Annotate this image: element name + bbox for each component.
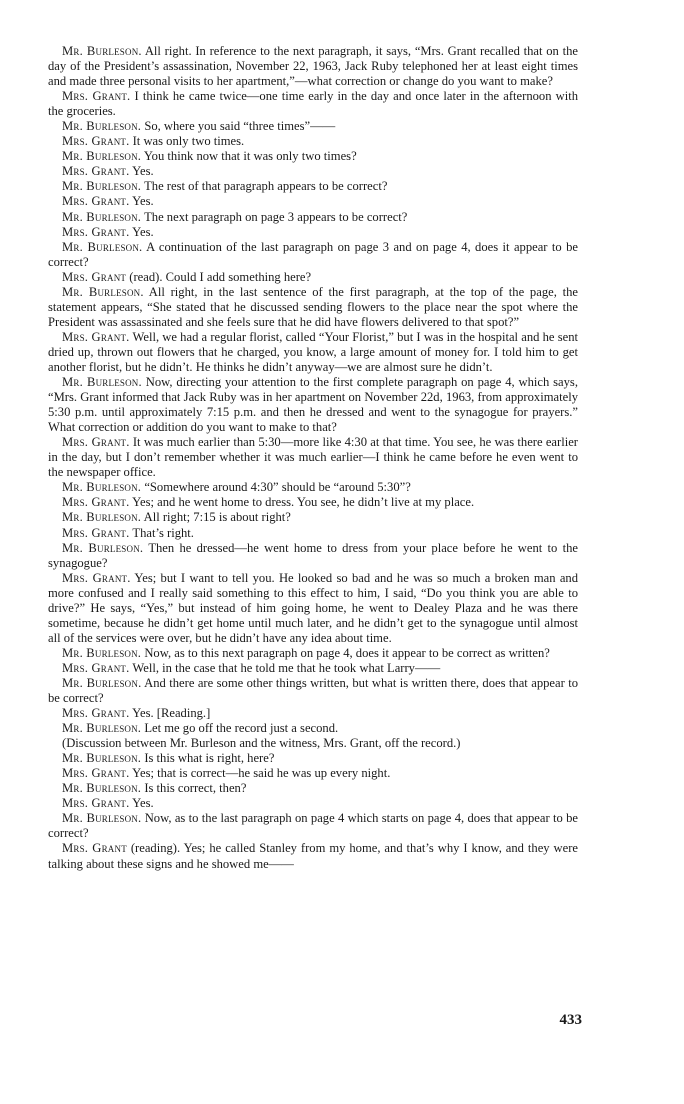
paragraph-text: Yes; and he went home to dress. You see, he didn’t live at my place. xyxy=(132,495,475,510)
paragraph-text: The rest of that paragraph appears to be correct? xyxy=(144,179,388,194)
paragraph-text: Yes. xyxy=(132,194,154,209)
speaker-label: Mr. Burleson. xyxy=(62,645,142,660)
paragraph-text: Well, we had a regular florist, called “Your Florist,” but I was in the hospital and he sent dried up, thrown out flowers that he charged, you know, a large amount of money for. I told him to get another florist, but he didn’t. He thinks he didn’t anyway—we are almost sure he didn’t. xyxy=(48,329,579,374)
speaker-label: Mrs. Grant. xyxy=(62,435,130,450)
testimony-paragraph xyxy=(48,210,578,225)
paragraph-text: A continuation of the last paragraph on page 3 and on page 4, does it appear to be correct? xyxy=(48,239,578,269)
testimony-paragraph xyxy=(48,44,578,89)
paragraph-text: That’s right. xyxy=(132,525,194,540)
paragraph-text: All right; 7:15 is about right? xyxy=(143,510,291,525)
speaker-label: Mr. Burleson. xyxy=(62,119,142,134)
testimony-text xyxy=(48,44,578,872)
paragraph-text: Is this correct, then? xyxy=(144,781,247,796)
speaker-label: Mr. Burleson. xyxy=(62,721,142,736)
speaker-label: Mr. Burleson. xyxy=(62,149,142,164)
testimony-paragraph xyxy=(48,571,578,646)
paragraph-text: The next paragraph on page 3 appears to be correct? xyxy=(144,209,408,224)
testimony-paragraph xyxy=(48,149,578,164)
testimony-paragraph xyxy=(48,480,578,495)
speaker-label: Mr. Burleson. xyxy=(62,179,142,194)
speaker-label: Mrs. Grant. xyxy=(62,194,130,209)
testimony-paragraph xyxy=(48,330,578,375)
paragraph-text: (reading). Yes; he called Stanley from my home, and that’s why I know, and they were talking about these signs and he showed me—— xyxy=(48,841,578,871)
speaker-label: Mr. Burleson. xyxy=(62,781,142,796)
paragraph-text: Well, in the case that he told me that he took what Larry—— xyxy=(132,660,441,675)
paragraph-text: Yes; but I want to tell you. He looked so bad and he was so much a broken man and more confused and I really said something to this effect to him, I said, “Do you think you are able to drive?” He says, “Yes,” but instead of him going home, he went to Dealey Plaza and he was there sometime, because he didn’t get home until much later, and he didn’t get to the synagogue until almost all of the services were over, but he didn’t have any idea about time. xyxy=(48,570,578,645)
testimony-paragraph xyxy=(48,240,578,270)
testimony-paragraph xyxy=(48,194,578,209)
testimony-paragraph xyxy=(48,736,578,751)
paragraph-text: Now, as to the last paragraph on page 4 which starts on page 4, does that appear to be correct? xyxy=(48,811,579,841)
paragraph-text: Yes; that is correct—he said he was up every night. xyxy=(132,766,391,781)
testimony-paragraph xyxy=(48,270,578,285)
testimony-paragraph xyxy=(48,375,578,435)
paragraph-text: Yes. xyxy=(132,224,154,239)
paragraph-text: I think he came twice—one time early in the day and once later in the afternoon with the groceries. xyxy=(48,89,579,119)
testimony-paragraph xyxy=(48,225,578,240)
paragraph-text: “Somewhere around 4:30” should be “around 5:30”? xyxy=(144,480,411,495)
speaker-label: Mrs. Grant xyxy=(62,269,127,284)
paragraph-text: Let me go off the record just a second. xyxy=(144,721,339,736)
speaker-label: Mr. Burleson. xyxy=(62,751,142,766)
speaker-label: Mr. Burleson. xyxy=(62,510,142,525)
speaker-label: Mrs. Grant. xyxy=(62,796,130,811)
speaker-label: Mrs. Grant. xyxy=(62,164,130,179)
testimony-paragraph xyxy=(48,495,578,510)
speaker-label: Mrs. Grant. xyxy=(62,766,130,781)
testimony-paragraph xyxy=(48,751,578,766)
speaker-label: Mr. Burleson. xyxy=(62,811,142,826)
paragraph-text: Now, directing your attention to the first complete paragraph on page 4, which says, “Mrs. Grant informed that Jack Ruby was in her apartment on November 22d, 1963, from approximately 5:30 p.m. until approximately 7:15 p.m. and then he dressed and went to the synagogue for prayers.” What correction or addition do you want to make to that? xyxy=(48,375,578,435)
testimony-paragraph xyxy=(48,435,578,480)
speaker-label: Mrs. Grant. xyxy=(62,706,130,721)
testimony-paragraph xyxy=(48,781,578,796)
speaker-label: Mrs. Grant xyxy=(62,841,127,856)
paragraph-text: (Discussion between Mr. Burleson and the witness, Mrs. Grant, off the record.) xyxy=(62,736,461,751)
paragraph-text: Yes. xyxy=(132,796,154,811)
speaker-label: Mr. Burleson. xyxy=(62,675,142,690)
speaker-label: Mr. Burleson. xyxy=(62,209,142,224)
testimony-paragraph xyxy=(48,89,578,119)
paragraph-text: Yes. [Reading.] xyxy=(132,706,211,721)
paragraph-text: And there are some other things written, but what is written there, does that appear to be correct? xyxy=(48,675,578,706)
testimony-paragraph xyxy=(48,646,578,661)
testimony-paragraph xyxy=(48,164,578,179)
testimony-paragraph xyxy=(48,706,578,721)
paragraph-text: (read). Could I add something here? xyxy=(129,269,312,284)
testimony-paragraph xyxy=(48,766,578,781)
speaker-label: Mr. Burleson. xyxy=(62,540,144,555)
paragraph-text: You think now that it was only two times? xyxy=(143,149,357,164)
testimony-paragraph xyxy=(48,179,578,194)
speaker-label: Mrs. Grant. xyxy=(62,89,131,104)
testimony-paragraph xyxy=(48,841,578,871)
paragraph-text: Now, as to this next paragraph on page 4, does it appear to be correct as written? xyxy=(144,645,550,660)
paragraph-text: Then he dressed—he went home to dress from your place before he went to the synagogue? xyxy=(48,540,578,570)
testimony-paragraph xyxy=(48,676,578,706)
speaker-label: Mr. Burleson. xyxy=(62,44,142,58)
paragraph-text: So, where you said “three times”—— xyxy=(144,119,336,134)
paragraph-text: It was much earlier than 5:30—more like 4:30 at that time. You see, he was there earlier in the day, but I don’t remember whether it was much earlier—I think he came before he even went to the newspaper office. xyxy=(48,435,578,480)
paragraph-text: Yes. xyxy=(132,164,154,179)
paragraph-text: Is this what is right, here? xyxy=(144,751,275,766)
testimony-paragraph xyxy=(48,796,578,811)
speaker-label: Mrs. Grant. xyxy=(62,224,130,239)
speaker-label: Mrs. Grant. xyxy=(62,329,130,344)
speaker-label: Mr. Burleson. xyxy=(62,480,142,495)
paragraph-text: All right, in the last sentence of the first paragraph, at the top of the page, the statement appears, “She stated that he discussed sending flowers to the place near the spot where the President was assassinated and she feels sure that he did have flowers delivered to that spot?” xyxy=(48,284,578,329)
paragraph-text: It was only two times. xyxy=(132,134,245,149)
speaker-label: Mrs. Grant. xyxy=(62,134,130,149)
testimony-paragraph xyxy=(48,541,578,571)
testimony-paragraph xyxy=(48,721,578,736)
testimony-paragraph xyxy=(48,661,578,676)
speaker-label: Mrs. Grant. xyxy=(62,660,130,675)
page-number: 433 xyxy=(559,1012,582,1028)
speaker-label: Mr. Burleson. xyxy=(62,284,144,299)
paragraph-text: All right. In reference to the next paragraph, it says, “Mrs. Grant recalled that on the day of the President’s assassination, November 22, 1963, Jack Ruby telephoned her at least eight times and made three personal visits to her apartment,”—what correction or change do you want to make? xyxy=(48,44,578,89)
speaker-label: Mrs. Grant. xyxy=(62,570,131,585)
speaker-label: Mr. Burleson. xyxy=(62,375,142,390)
testimony-paragraph xyxy=(48,510,578,525)
speaker-label: Mrs. Grant. xyxy=(62,525,130,540)
testimony-paragraph xyxy=(48,811,578,841)
speaker-label: Mr. Burleson. xyxy=(62,239,143,254)
testimony-paragraph xyxy=(48,285,578,330)
testimony-paragraph xyxy=(48,134,578,149)
testimony-paragraph xyxy=(48,119,578,134)
speaker-label: Mrs. Grant. xyxy=(62,495,130,510)
testimony-paragraph xyxy=(48,526,578,541)
